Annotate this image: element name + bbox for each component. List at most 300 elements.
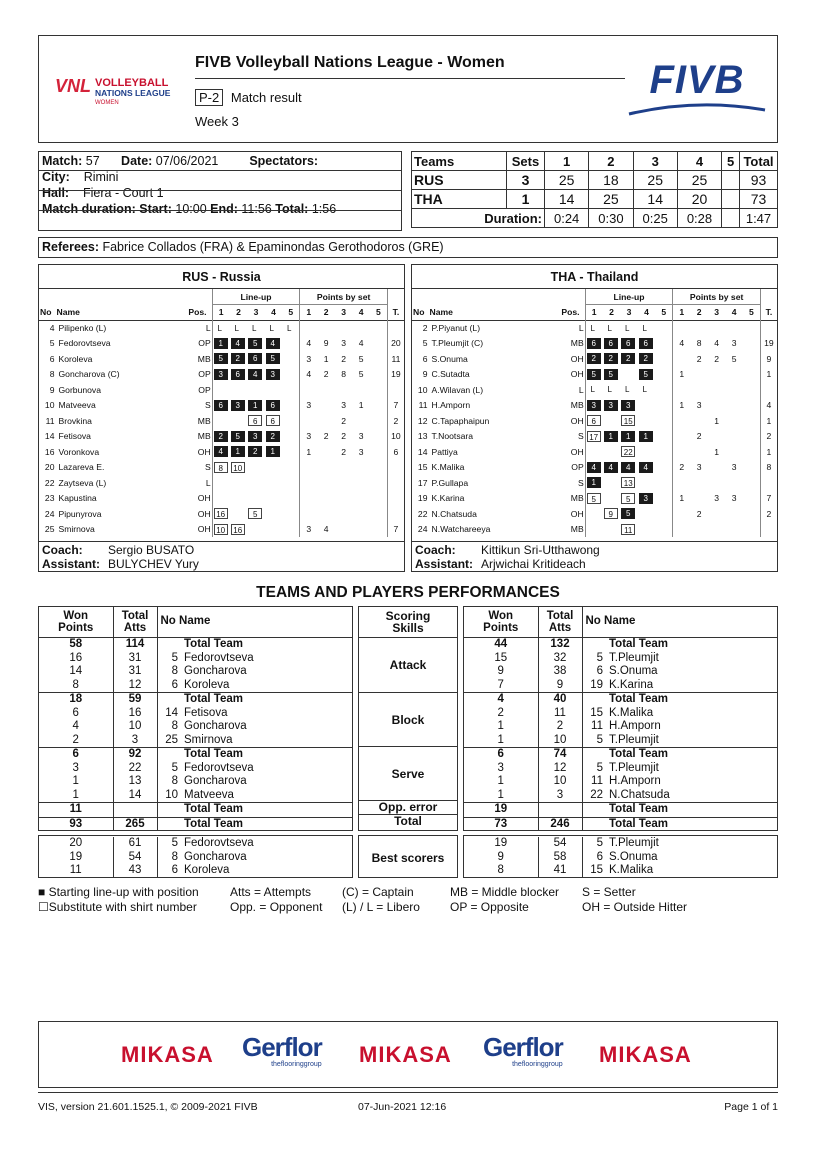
player-position: S [204,462,211,473]
set-points: 8 [341,369,346,380]
lineup-position: L [269,323,274,333]
set-points [743,351,761,367]
legend-item: (C) = Captain [342,885,414,899]
player-total [387,320,404,336]
won-points: 3 [464,762,538,776]
player-total: 7 [387,522,404,538]
set-points [673,429,691,445]
set-score: 14 [633,190,677,209]
perf-row [39,775,352,789]
perf-row [39,817,352,831]
perf-row [464,775,777,789]
player-name: Fetisova [58,431,91,442]
set-points [335,506,353,522]
roster-player-row [39,382,404,398]
player-name: T.Pleumjit [609,837,659,849]
set-points [300,475,318,491]
set-points: 3 [696,462,702,473]
won-points: 1 [39,775,113,789]
set-points [352,506,370,522]
roster-player-row [39,475,404,491]
player-no: 19 [590,678,603,691]
set-points [743,506,761,522]
player-no: 5 [596,761,603,774]
won-points: 11 [39,803,113,818]
set-score: 20 [677,190,721,209]
perf-row [39,638,352,652]
set-points: 1 [673,398,691,414]
header-box [38,35,778,143]
player-total [387,382,404,398]
set-duration: 0:25 [633,209,677,228]
roster-col-header: T. [760,305,777,321]
results-table [411,151,778,228]
total-atts: 265 [113,817,157,831]
player-name: Total Team [609,638,668,650]
match-info [38,151,402,231]
set-points [673,382,691,398]
roster-player-row [412,460,777,476]
set-points [725,522,743,538]
player-name: Goncharova (C) [58,369,120,380]
player-position: MB [197,353,211,364]
roster-player-row [412,351,777,367]
set-points [370,460,388,476]
player-name: Fedorovtseva [184,837,254,849]
lineup-position: 6 [587,338,601,349]
player-no: 6 [171,678,178,691]
lineup-position: 5 [604,369,618,380]
player-no: 10 [165,788,178,801]
gerflor-logo [483,1034,563,1068]
lineup-position: 1 [231,446,245,457]
legend-item: Opp. = Opponent [230,900,323,914]
player-total [760,382,777,398]
roster-col-header: Pos. [561,307,580,317]
set-points: 4 [714,338,719,349]
set-points [743,398,761,414]
set-points [300,413,318,429]
set-points [352,522,370,538]
gerflor-text: Gerflor [483,1032,563,1062]
player-number: 14 [417,446,428,457]
legend-item: OP = Opposite [450,900,529,914]
player-no: 5 [171,761,178,774]
player-number: 12 [417,415,428,426]
player-no: 15 [590,706,603,719]
won-points: 44 [464,638,538,652]
player-name: Koroleva [184,678,230,691]
set-points [335,475,353,491]
player-name: Voronkova [58,446,100,457]
player-name: N.Watchareeya [431,524,491,535]
perf-row [39,707,352,721]
roster-col-header: 5 [375,307,381,318]
player-name: S.Onuma [609,850,658,863]
set-points [352,382,370,398]
won-points: 8 [464,864,538,878]
player-position: MB [570,524,584,535]
col-no-name: No Name [160,615,211,628]
player-number: 11 [45,415,55,426]
total-atts: 12 [113,679,157,693]
player-position: MB [197,415,211,426]
set-score: 18 [589,171,633,190]
set-points [352,320,370,336]
lineup-position: 15 [621,415,635,426]
perf-row [39,693,352,707]
won-points: 58 [39,638,113,652]
player-name: Goncharova [184,850,247,863]
set-points: 2 [341,446,346,457]
results-header-set5: 5 [722,152,740,171]
perf-row [464,720,777,734]
player-total: 7 [760,491,777,507]
points-header: Points by set [673,289,761,305]
player-number: 14 [44,431,55,442]
set-points: 4 [323,524,329,535]
player-no [157,638,181,652]
perf-tha [463,606,778,831]
set-points [743,491,761,507]
total-atts: 92 [113,748,157,762]
lineup-position: 4 [621,462,635,473]
lineup-position: 3 [214,369,228,380]
roster-player-row [39,336,404,352]
gerflor-sub: theflooringgroup [271,1061,322,1068]
set-points: 8 [696,338,702,349]
lineup-position: 2 [621,353,635,364]
set-points [673,506,691,522]
player-name: Zaytseva (L) [58,477,107,488]
won-points: 9 [464,665,538,679]
player-total: 2 [760,506,777,522]
fivb-logo-text: FIVB [649,58,745,102]
player-position: S [204,400,211,411]
player-number: 15 [417,462,428,473]
player-number: 9 [49,384,55,395]
legend-item: Atts = Attempts [230,885,312,899]
player-position: OH [197,508,211,519]
player-total [760,522,777,538]
set-points [673,444,691,460]
player-total [387,491,404,507]
player-name: Fetisova [184,706,228,719]
assistant-label: Assistant: [42,557,101,571]
set-score: 25 [589,190,633,209]
roster-player-row [412,382,777,398]
set-points: 9 [323,338,329,349]
roster-player-row [412,413,777,429]
lineup-position: 3 [248,431,262,442]
set-points [335,382,353,398]
set-points [370,336,388,352]
player-name: T.Nootsara [431,431,474,442]
total-duration: 1:47 [740,209,778,228]
set-points: 2 [341,353,346,364]
player-number: 23 [44,493,55,504]
total-points: 93 [740,171,778,190]
perf-rus [38,606,353,831]
won-points: 1 [464,720,538,734]
player-no: 15 [590,864,603,876]
col-total-line2: Atts [123,622,147,634]
perf-row [464,762,777,776]
roster-player-row [412,475,777,491]
set-points: 2 [696,431,702,442]
set-points [690,413,708,429]
set-duration: 0:28 [677,209,721,228]
player-name: S.Onuma [609,665,658,677]
player-total: 20 [387,336,404,352]
player-no [157,803,181,818]
player-position: L [578,384,584,395]
coach-name: Sergio BUSATO [108,543,195,557]
roster-col-header: 4 [271,307,276,318]
total-atts: 10 [113,720,157,734]
lineup-position: 3 [266,369,280,380]
set-points: 5 [358,353,364,364]
roster-col-header: Name [429,307,453,317]
lineup-position: 6 [266,415,280,426]
player-name: C.Tapaphaipun [431,415,490,426]
city-label: City: [42,170,70,184]
player-name: Total Team [609,693,668,705]
set-points: 4 [673,336,691,352]
lineup-position: L [287,323,292,333]
col-total-line2: Atts [548,622,572,634]
roster-col-header: Pos. [188,307,207,317]
start-label: Start: [139,202,172,216]
set-points [673,413,691,429]
lineup-position: 5 [621,508,635,519]
player-position: MB [570,338,584,349]
set-points [708,429,726,445]
set-points: 2 [341,431,346,442]
roster-player-row [39,460,404,476]
total-atts: 3 [113,734,157,748]
player-no: 6 [171,864,178,876]
lineup-position: 6 [604,338,618,349]
set-points: 2 [341,415,346,426]
lineup-header: Line-up [585,289,673,305]
player-name: P.Gullapa [431,477,469,488]
player-total: 10 [387,429,404,445]
set-points: 1 [673,491,691,507]
player-name: Total Team [184,803,243,815]
lineup-position: 4 [231,338,245,349]
set-points: 1 [714,446,719,457]
set-points [370,491,388,507]
won-points: 1 [464,734,538,748]
player-total: 7 [387,398,404,414]
set-points [743,460,761,476]
roster-col-header: 3 [341,307,346,318]
lineup-position: L [624,385,630,395]
legend-item: (L) / L = Libero [342,900,420,914]
lineup-position: 2 [231,353,245,364]
roster-col-header: No [40,307,52,317]
roster-col-header: Name [56,307,80,317]
set-points [673,522,691,538]
player-position: L [578,323,584,333]
set-points [317,475,335,491]
roster-col-header: 4 [358,307,364,318]
skill-label: Opp. error [359,800,457,814]
best-scorers-label: Best scorers [371,851,445,865]
perf-row [39,652,352,666]
player-no: 11 [591,720,603,732]
mikasa-logo: MIKASA [359,1042,452,1067]
coach-name: Kittikun Sri-Utthawong [481,543,600,557]
lineup-position: L [234,323,239,333]
roster-player-row [39,367,404,383]
player-position: OH [570,353,584,364]
lineup-position: 5 [214,353,228,364]
player-no: 5 [596,733,603,746]
player-name: Pilipenko (L) [58,323,107,333]
total-atts: 38 [538,665,582,679]
roster-col-header: 5 [288,307,294,318]
won-points: 2 [464,707,538,721]
set-points: 1 [673,367,691,383]
duration-label: Match duration: [42,202,136,216]
won-points: 19 [39,851,113,865]
total-atts: 22 [113,762,157,776]
referees-label: Referees: [42,240,99,254]
lineup-position: 13 [621,477,635,488]
set-score: 14 [545,190,589,209]
perf-row [39,720,352,734]
lineup-position: 1 [587,477,601,488]
total-atts: 61 [113,837,157,851]
won-points: 4 [39,720,113,734]
set-points [743,413,761,429]
won-points: 4 [464,693,538,707]
player-total: 1 [760,444,777,460]
player-no: 8 [171,720,178,732]
set-points [708,522,726,538]
week-label: Week 3 [195,114,239,129]
set-points [725,506,743,522]
perf-row [464,817,777,831]
lineup-position: 6 [266,400,280,411]
lineup-position: 6 [214,400,228,411]
team-code: THA [412,190,507,209]
best-scorer-row [464,851,777,865]
lineup-position: 2 [639,353,653,364]
set-points [708,367,726,383]
player-number: 20 [44,462,55,473]
doc-code: P-2 [195,89,223,106]
player-name: H.Amporn [609,720,661,732]
roster-col-header: 4 [731,307,737,318]
set-points [708,320,726,336]
player-total: 8 [760,460,777,476]
vnl-logo-line1: VOLLEYBALL [95,77,169,89]
set-points [690,320,708,336]
legend-item: ■ Starting line-up with position [38,885,199,899]
player-position: L [205,477,211,488]
total-atts: 11 [538,707,582,721]
total-atts: 74 [538,748,582,762]
set-points [352,475,370,491]
set-points [317,382,335,398]
col-won-line2: Points [58,622,94,634]
set-points [690,367,708,383]
spectators-label: Spectators: [249,154,319,168]
player-number: 5 [422,338,428,349]
player-position: S [577,477,584,488]
player-total: 1 [760,413,777,429]
player-number: 11 [418,400,428,411]
set-points [300,506,318,522]
mikasa-logo: MIKASA [121,1042,214,1067]
player-name: H.Amporn [431,400,471,411]
lineup-position: 5 [587,493,601,504]
player-name: N.Chatsuda [609,788,670,801]
player-no: 25 [165,733,178,746]
player-name: P.Piyanut (L) [431,323,481,333]
player-position: MB [197,431,211,442]
set-points [743,382,761,398]
player-position: OH [570,508,584,519]
lineup-position: L [624,323,630,333]
set-points [725,320,743,336]
roster-player-row [412,398,777,414]
player-total [760,320,777,336]
lineup-position: 3 [587,400,601,411]
lineup-position: 4 [639,462,653,473]
set-points: 3 [341,400,346,411]
roster-col-header: 3 [253,307,259,318]
player-name: Gorbunova [58,384,102,395]
set-points [725,398,743,414]
lineup-position: 6 [587,415,601,426]
player-total: 2 [387,413,404,429]
lineup-position: 4 [266,338,280,349]
player-no [157,693,181,707]
hall-value: Fiera - Court 1 [83,186,164,200]
set-points [673,475,691,491]
player-position: OH [197,524,211,535]
player-name: T.Pleumjit [609,733,659,746]
player-position: OP [198,369,211,380]
vnl-logo-line3: WOMEN [95,100,119,106]
lineup-position: 1 [266,446,280,457]
set-points [370,475,388,491]
set-points [708,460,726,476]
set-score [722,171,740,190]
player-no: 22 [590,788,603,801]
won-points: 2 [39,734,113,748]
set-points [300,320,318,336]
total-atts: 40 [538,693,582,707]
total-atts: 10 [538,734,582,748]
won-points: 6 [464,748,538,762]
hall-label: Hall: [42,186,70,200]
col-won-line1: Won [63,610,89,622]
total-atts: 54 [538,837,582,851]
player-name: K.Malika [431,462,465,473]
set-points [317,398,335,414]
player-no: 8 [171,665,178,677]
player-name: Total Team [609,817,668,830]
total-time: 1:56 [311,202,337,216]
footer-page: Page 1 of 1 [724,1101,778,1113]
player-total [760,475,777,491]
total-atts: 41 [538,864,582,878]
